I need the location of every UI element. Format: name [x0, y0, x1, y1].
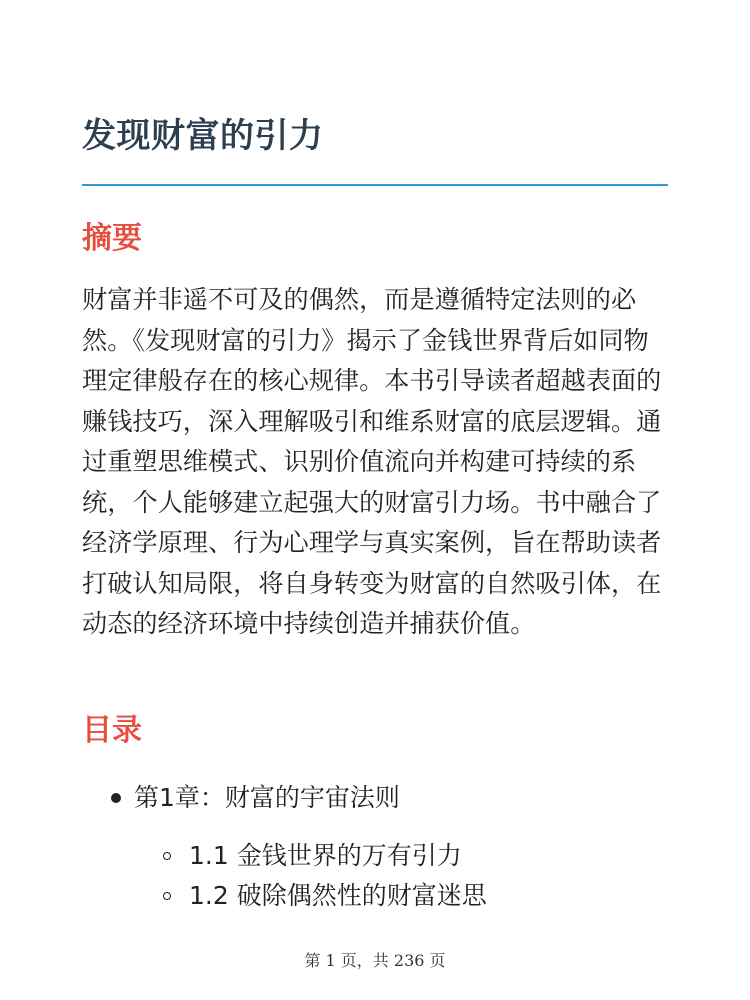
abstract-paragraph: 财富并非遥不可及的偶然，而是遵循特定法则的必然。《发现财富的引力》揭示了金钱世界背后如同物理定律般存在的核心规律。本书引导读者超越表面的赚钱技巧，深入理解吸引和维系财富的底层逻辑。通过重塑思维模式、识别价值流向并构建可持续的系统，个人能够建立起强大的财富引力场。书中融合了经济学原理、行为心理学与真实案例，旨在帮助读者打破认知局限，将自身转变为财富的自然吸引体，在动态的经济环境中持续创造并捕获价值。: [82, 285, 662, 638]
toc-sections-container: [0, 836, 750, 916]
bullet-circle-icon: [163, 852, 171, 860]
abstract-heading: 摘要: [82, 221, 142, 256]
toc-heading: 目录: [82, 713, 142, 748]
toc-sections-list: [0, 836, 750, 916]
bullet-disc-icon: [111, 793, 121, 803]
toc-chapter-item[interactable]: [0, 778, 750, 818]
page-footer: 第 1 页，共 236 页: [304, 951, 446, 970]
toc-section-label: 1.1 金钱世界的万有引力: [189, 841, 462, 870]
document-title: 发现财富的引力: [82, 116, 324, 156]
title-divider: [82, 184, 668, 186]
toc-section-label: 1.2 破除偶然性的财富迷思: [189, 881, 487, 910]
toc-chapter-label: 第1章：财富的宇宙法则: [134, 783, 400, 812]
bullet-circle-icon: [163, 892, 171, 900]
table-of-contents: [0, 778, 750, 916]
toc-section-item[interactable]: [0, 876, 750, 916]
toc-section-item[interactable]: [0, 836, 750, 876]
